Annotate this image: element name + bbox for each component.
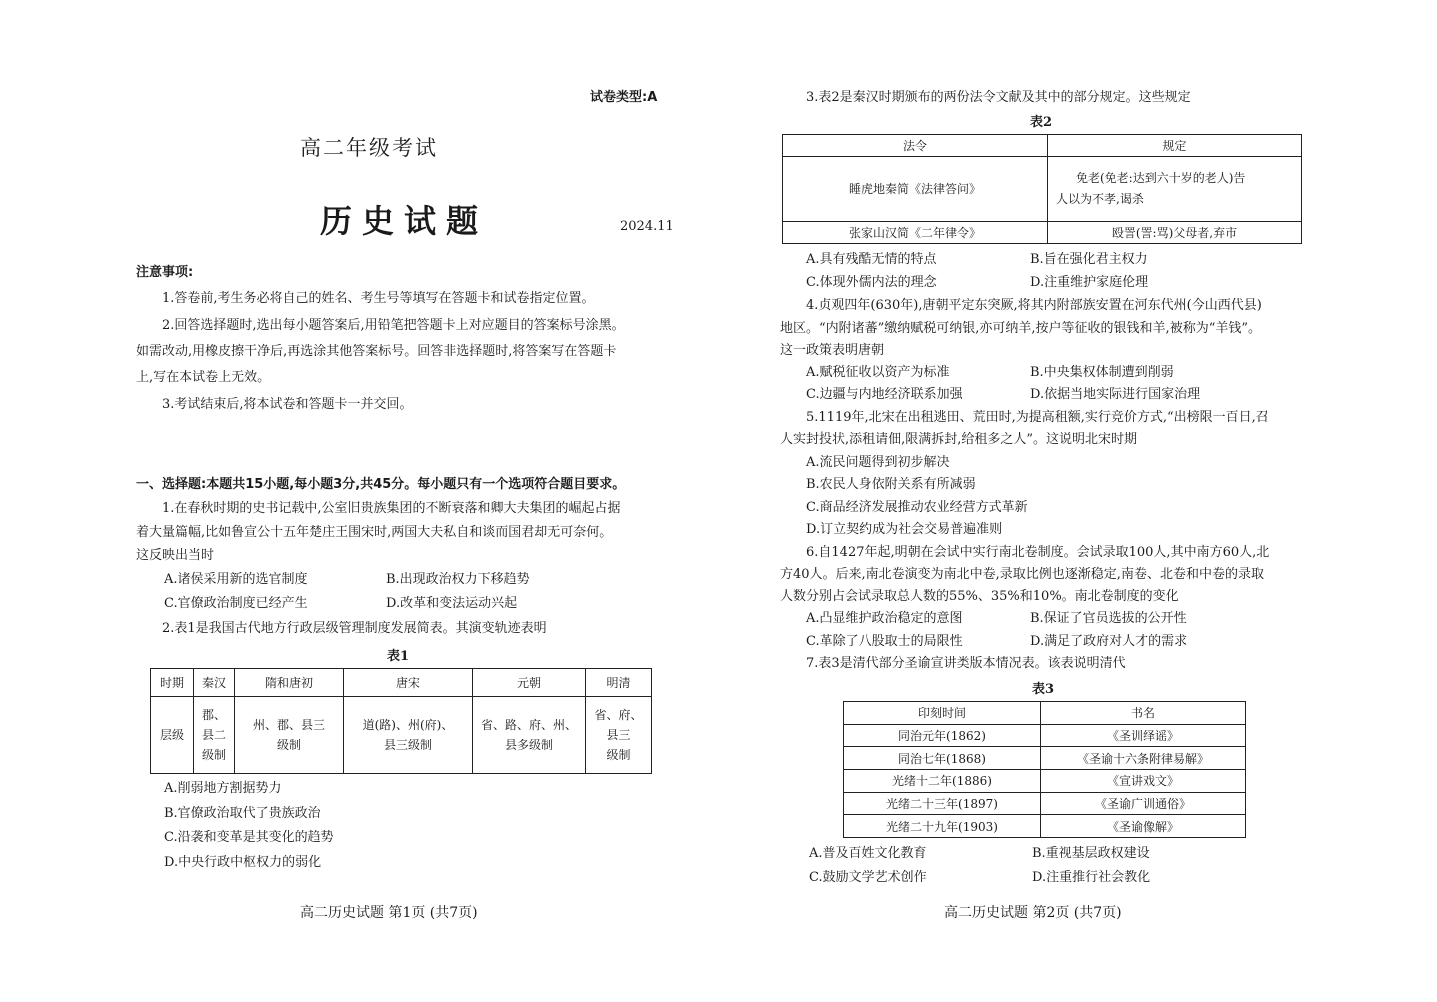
- notice-line: 3.考试结束后,将本试卷和答题卡一并交回。: [162, 397, 413, 412]
- q3-option-b: B.旨在强化君主权力: [1030, 252, 1148, 267]
- page-1-footer: 高二历史试题 第1页 (共7页): [300, 905, 478, 921]
- q7-option-b: B.重视基层政权建设: [1032, 846, 1150, 861]
- question-1-line: 着大量篇幅,比如鲁宣公十五年楚庄王围宋时,两国大夫私自和谈而国君却无可奈何。: [136, 525, 613, 540]
- q6-option-c: C.革除了八股取士的局限性: [806, 634, 963, 649]
- q6-option-a: A.凸显维护政治稳定的意图: [806, 611, 963, 626]
- table-1-caption: 表1: [387, 649, 410, 664]
- question-6-line: 6.自1427年起,明朝在会试中实行南北卷制度。会试录取100人,其中南方60人,北: [806, 545, 1270, 560]
- table-1-cell: 州、郡、县三 级制: [235, 697, 344, 774]
- table-3-cell: 《圣谕像解》: [1041, 815, 1246, 838]
- table-3-cell: 同治元年(1862): [844, 724, 1041, 747]
- table-1-header: 隋和唐初: [235, 669, 344, 697]
- q6-option-d: D.满足了政府对人才的需求: [1030, 634, 1188, 649]
- table-2-cell: 殴詈(詈:骂)父母者,弃市: [1048, 221, 1302, 243]
- q1-option-c: C.官僚政治制度已经产生: [164, 596, 308, 611]
- table-3-cell: 《圣谕十六条附律易解》: [1041, 747, 1246, 770]
- question-1-line: 这反映出当时: [136, 548, 215, 563]
- table-1-header: 秦汉: [194, 669, 235, 697]
- q7-option-d: D.注重推行社会教化: [1032, 870, 1151, 885]
- table-3-cell: 《圣谕广训通俗》: [1041, 792, 1246, 815]
- question-5-line: 5.1119年,北宋在出租逃田、荒田时,为提高租额,实行竞价方式,“出榜限一百日,召: [806, 410, 1269, 425]
- q3-option-a: A.具有残酷无情的特点: [806, 252, 937, 267]
- page-2-footer: 高二历史试题 第2页 (共7页): [944, 905, 1122, 921]
- notice-line: 2.回答选择题时,选出每小题答案后,用铅笔把答题卡上对应题目的答案标号涂黑。: [162, 318, 625, 333]
- table-2-caption: 表2: [1030, 115, 1053, 130]
- table-1-header: 时期: [151, 669, 194, 697]
- section-title: 一、选择题:本题共15小题,每小题3分,共45分。每小题只有一个选项符合题目要求。: [136, 477, 626, 492]
- q4-option-c: C.边疆与内地经济联系加强: [806, 387, 963, 402]
- q2-option-c: C.沿袭和变革是其变化的趋势: [164, 830, 334, 845]
- q2-option-b: B.官僚政治取代了贵族政治: [164, 806, 321, 821]
- table-3-cell: 光绪二十九年(1903): [844, 815, 1041, 838]
- q5-option-d: D.订立契约成为社会交易普遍准则: [806, 522, 1003, 537]
- q1-option-a: A.诸侯采用新的选官制度: [164, 572, 308, 587]
- table-1-row-label: 层级: [151, 697, 194, 774]
- table-1-header: 明清: [586, 669, 652, 697]
- table-2-cell: 睡虎地秦简《法律答问》: [783, 157, 1048, 222]
- q1-option-b: B.出现政治权力下移趋势: [386, 572, 530, 587]
- table-1-cell: 郡、 县二 级制: [194, 697, 235, 774]
- q2-option-d: D.中央行政中枢权力的弱化: [164, 855, 322, 870]
- table-3-cell: 《宣讲戏文》: [1041, 769, 1246, 792]
- table-3-caption: 表3: [1032, 682, 1055, 697]
- q2-option-a: A.削弱地方割据势力: [164, 781, 282, 796]
- question-2-stem: 2.表1是我国古代地方行政层级管理制度发展简表。其演变轨迹表明: [162, 621, 547, 636]
- table-1-header: 元朝: [473, 669, 586, 697]
- q4-option-a: A.赋税征收以资产为标准: [806, 365, 950, 380]
- question-5-line: 人实封投状,添租请佃,限满拆封,给租多之人”。这说明北宋时期: [780, 432, 1138, 447]
- table-2: [782, 134, 1302, 244]
- table-3-cell: 同治七年(1868): [844, 747, 1041, 770]
- table-2-header: 规定: [1048, 135, 1302, 157]
- question-6-line: 方40人。后来,南北卷演变为南北中卷,录取比例也逐渐稳定,南卷、北卷和中卷的录取: [780, 567, 1264, 582]
- table-3-header: 书名: [1041, 702, 1246, 725]
- question-4-line: 4.贞观四年(630年),唐朝平定东突厥,将其内附部族安置在河东代州(今山西代县): [806, 298, 1262, 313]
- question-6-line: 人数分别占会试录取总人数的55%、35%和10%。南北卷制度的变化: [780, 589, 1179, 604]
- table-2-header: 法令: [783, 135, 1048, 157]
- notice-line: 如需改动,用橡皮擦干净后,再选涂其他答案标号。回答非选择题时,将答案写在答题卡: [136, 344, 617, 359]
- question-4-line: 地区。“内附诸蕃”缴纳赋税可纳银,亦可纳羊,按户等征收的银钱和羊,被称为“羊钱”。: [780, 321, 1261, 336]
- exam-title: 高二年级考试: [300, 136, 438, 160]
- q6-option-b: B.保证了官员选拔的公开性: [1030, 611, 1187, 626]
- table-3-cell: 光绪十二年(1886): [844, 769, 1041, 792]
- q4-option-b: B.中央集权体制遭到削弱: [1030, 365, 1174, 380]
- q7-option-c: C.鼓励文学艺术创作: [809, 870, 927, 885]
- table-1-cell: 省、路、府、州、 县多级制: [473, 697, 586, 774]
- notice-line: 上,写在本试卷上无效。: [136, 370, 271, 385]
- paper-type: 试卷类型:A: [590, 90, 658, 105]
- table-1: [150, 668, 652, 774]
- table-2-cell: 免老(免老:达到六十岁的老人)告 人以为不孝,谒杀: [1048, 157, 1302, 222]
- question-7-stem: 7.表3是清代部分圣谕宣讲类版本情况表。该表说明清代: [806, 656, 1126, 671]
- question-4-line: 这一政策表明唐朝: [780, 343, 885, 358]
- q3-option-c: C.体现外儒内法的理念: [806, 275, 937, 290]
- q7-option-a: A.普及百姓文化教育: [809, 846, 927, 861]
- table-3-cell: 光绪二十三年(1897): [844, 792, 1041, 815]
- q5-option-c: C.商品经济发展推动农业经营方式革新: [806, 500, 1028, 515]
- q3-option-d: D.注重维护家庭伦理: [1030, 275, 1149, 290]
- table-2-cell: 张家山汉简《二年律令》: [783, 221, 1048, 243]
- question-3-stem: 3.表2是秦汉时期颁布的两份法令文献及其中的部分规定。这些规定: [806, 90, 1191, 105]
- table-3-cell: 《圣训绎谣》: [1041, 724, 1246, 747]
- exam-date: 2024.11: [620, 219, 674, 234]
- subject-title: 历史试题: [320, 202, 489, 240]
- q1-option-d: D.改革和变法运动兴起: [386, 596, 518, 611]
- question-1-line: 1.在春秋时期的史书记载中,公室旧贵族集团的不断衰落和卿大夫集团的崛起占据: [162, 501, 621, 516]
- q4-option-d: D.依据当地实际进行国家治理: [1030, 387, 1201, 402]
- table-1-cell: 省、府、县三 级制: [586, 697, 652, 774]
- table-1-header: 唐宋: [344, 669, 473, 697]
- notice-title: 注意事项:: [136, 265, 194, 280]
- q5-option-a: A.流民问题得到初步解决: [806, 455, 950, 470]
- q5-option-b: B.农民人身依附关系有所减弱: [806, 477, 976, 492]
- notice-line: 1.答卷前,考生务必将自己的姓名、考生号等填写在答题卡和试卷指定位置。: [162, 291, 595, 306]
- table-3: [843, 701, 1246, 838]
- table-1-cell: 道(路)、州(府)、 县三级制: [344, 697, 473, 774]
- table-3-header: 印刻时间: [844, 702, 1041, 725]
